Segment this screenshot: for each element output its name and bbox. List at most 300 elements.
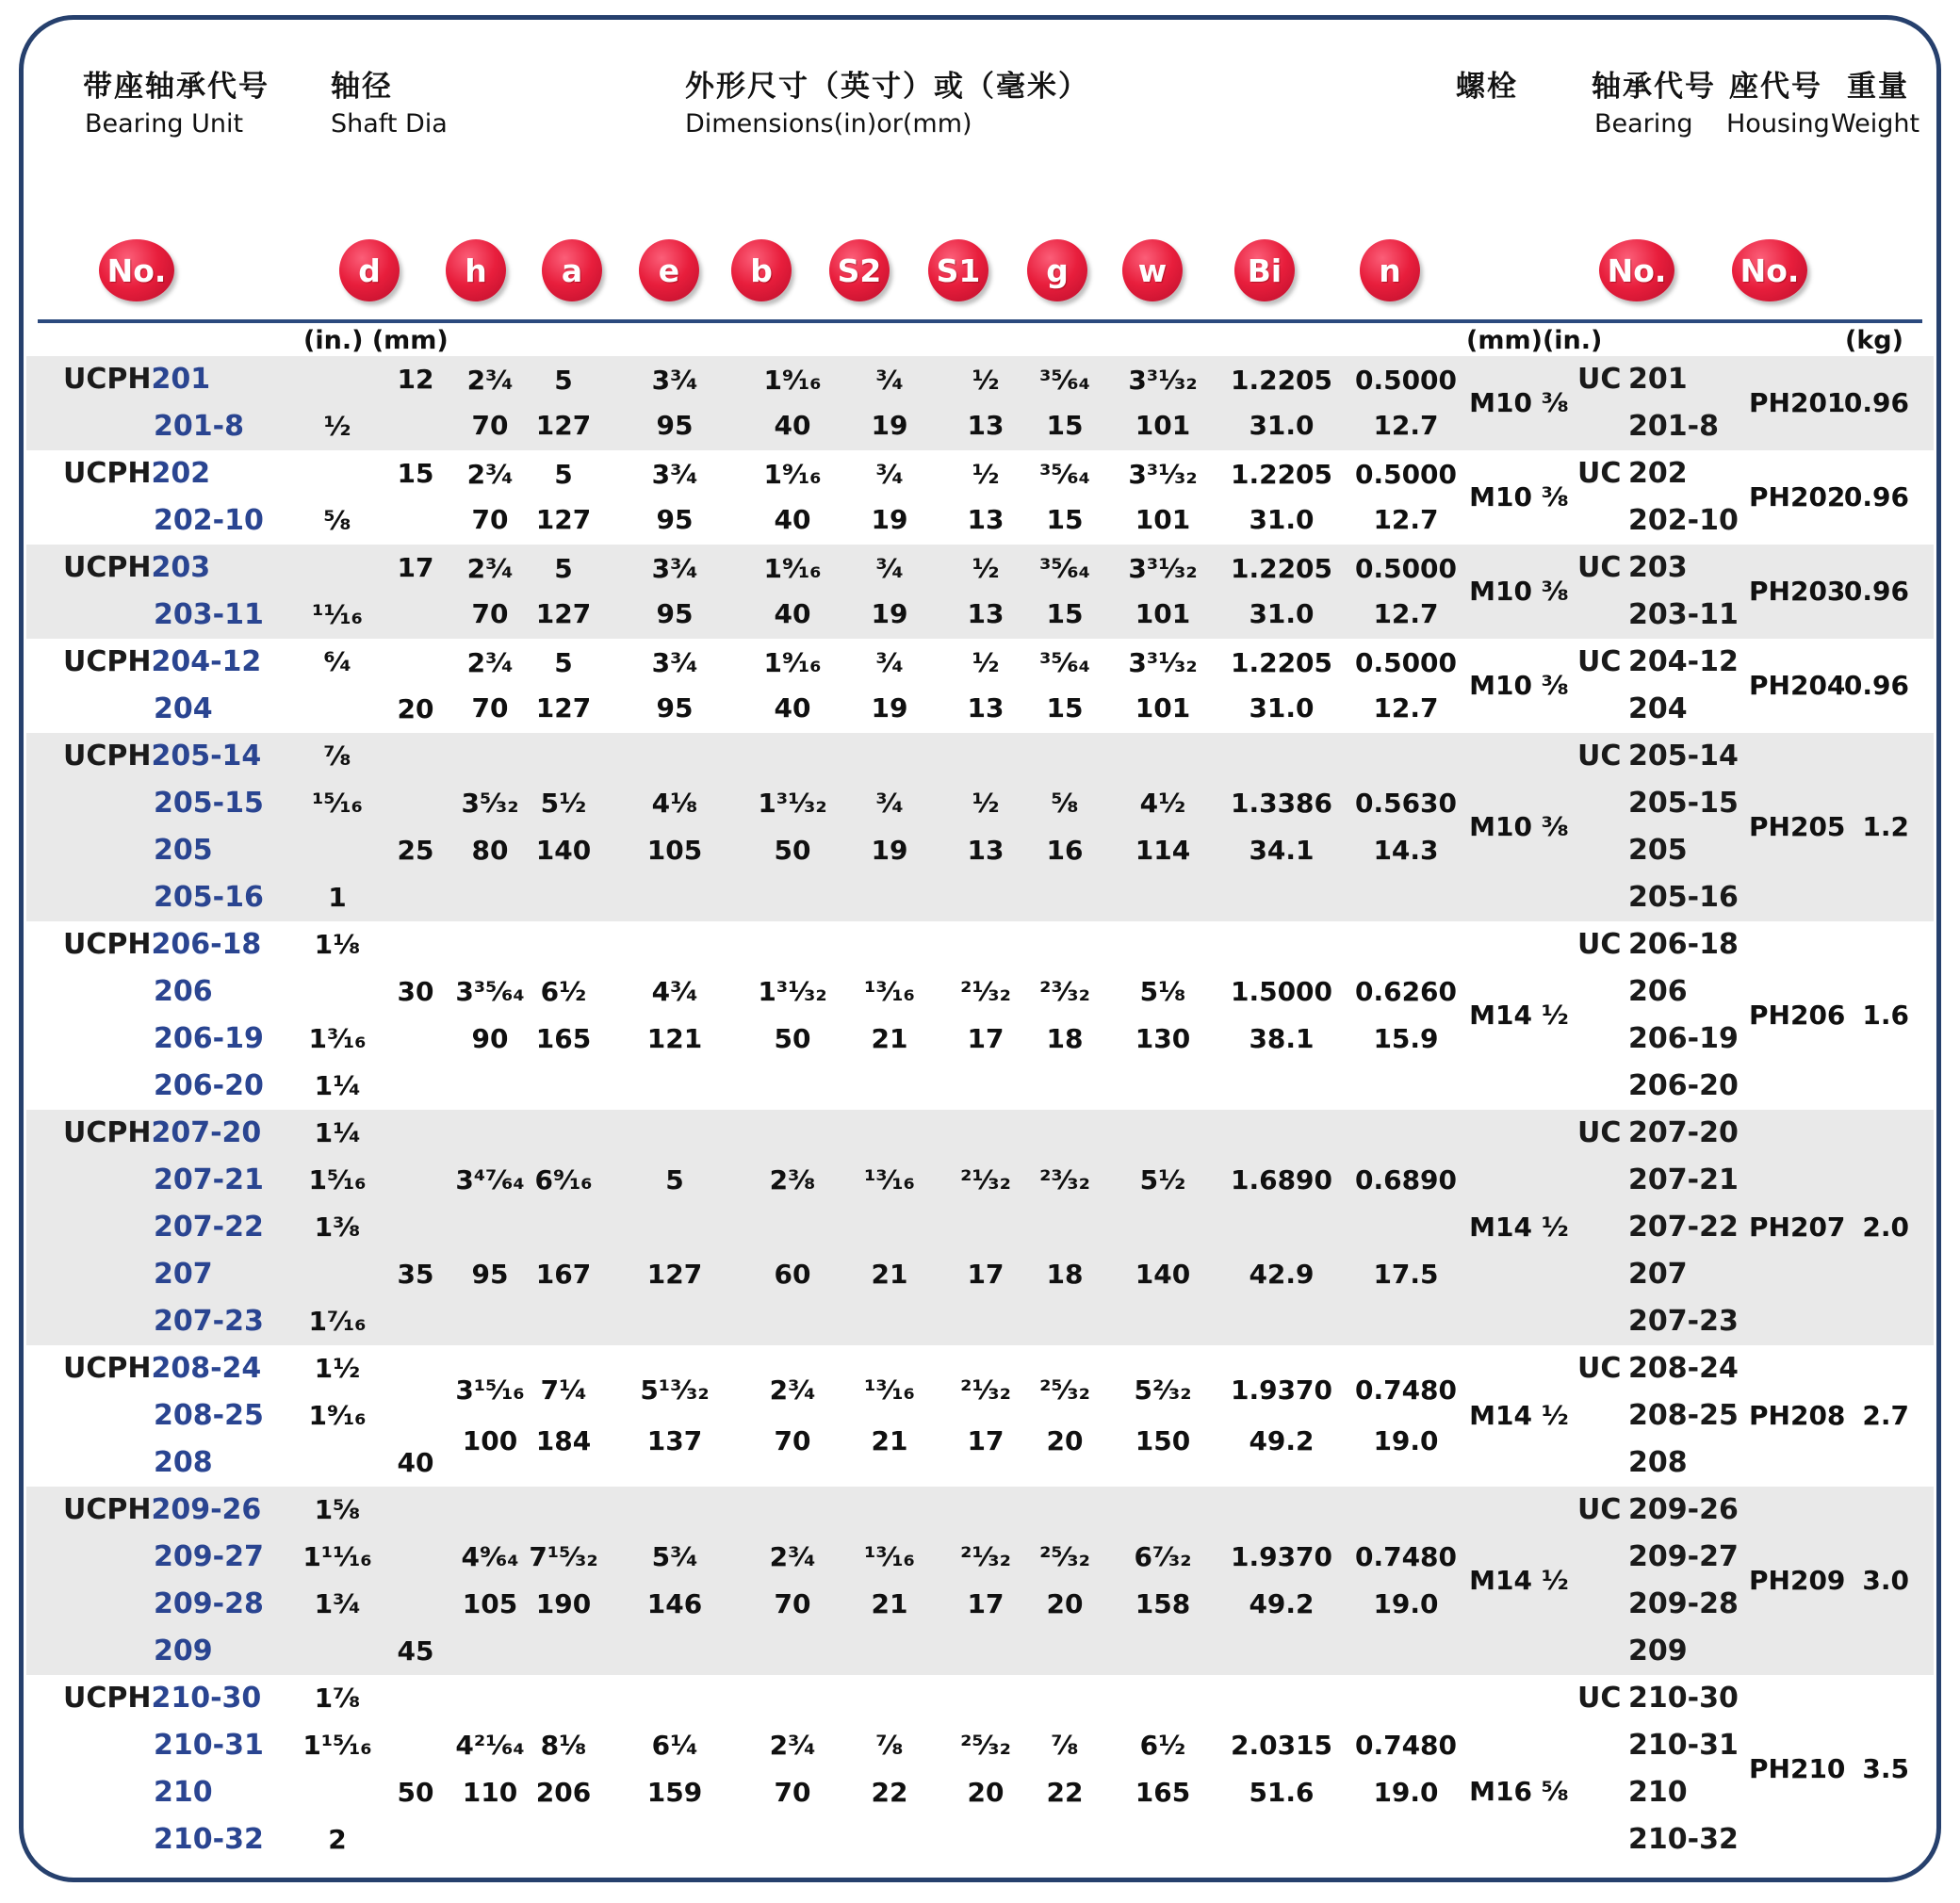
dim-g-mm: 22: [1046, 1777, 1084, 1808]
header-weight-en: Weight: [1831, 109, 1920, 138]
dim-s1-mm: 13: [967, 410, 1004, 441]
weight-value: 0.96: [1843, 576, 1909, 607]
bearing-unit-number: 203: [151, 551, 211, 584]
shaft-dia-mm: 20: [397, 693, 434, 724]
header-shaft-dia-zh: 轴径: [331, 70, 393, 104]
shaft-dia-in: 1⁵⁄₈: [314, 1494, 361, 1525]
shaft-dia-mm: 50: [397, 1777, 434, 1808]
bearing-unit-number: 205-15: [154, 787, 264, 820]
dim-a-mm: 190: [535, 1588, 592, 1619]
weight-value: 2.0: [1862, 1212, 1909, 1243]
shaft-dia-mm: 30: [397, 976, 434, 1007]
bearing-unit-number: 206-18: [151, 928, 262, 961]
dim-n-in: 0.7480: [1354, 1730, 1458, 1761]
column-bubble-b-5: b: [731, 239, 792, 301]
housing-no: PH203: [1749, 576, 1846, 607]
shaft-dia-in: 1⁷⁄₁₆: [308, 1306, 367, 1337]
dim-n-in: 0.5000: [1354, 553, 1458, 584]
weight-value: 0.96: [1843, 670, 1909, 701]
dim-g-mm: 15: [1046, 410, 1084, 441]
dim-w-in: 6⁷⁄₃₂: [1134, 1541, 1192, 1572]
weight-value: 2.7: [1862, 1400, 1909, 1431]
dim-b-in: 1⁹⁄₁₆: [763, 459, 822, 490]
bolt-size: M14 ¹⁄₂: [1469, 1565, 1569, 1596]
bearing-no: 207-23: [1628, 1305, 1739, 1338]
bearing-no: 201: [1628, 363, 1688, 396]
column-bubble-g-8: g: [1027, 239, 1087, 301]
dim-s1-in: ¹⁄₂: [972, 788, 1000, 819]
bearing-no: 207-21: [1628, 1163, 1739, 1196]
dim-b-in: 2³⁄₄: [769, 1374, 816, 1406]
bolt-size: M10 ³⁄₈: [1469, 576, 1569, 607]
bearing-no: 205-16: [1628, 881, 1739, 914]
dim-s2-mm: 19: [871, 504, 908, 535]
dim-n-in: 0.5000: [1354, 647, 1458, 678]
bearing-no: 210-31: [1628, 1729, 1739, 1762]
bolt-size: M10 ³⁄₈: [1469, 670, 1569, 701]
dim-s1-mm: 17: [967, 1259, 1004, 1290]
dim-e-mm: 146: [646, 1588, 703, 1619]
spec-block-UCPH209-26: [0, 1487, 1960, 1675]
dim-n-mm: 12.7: [1373, 410, 1439, 441]
dim-bi-in: 1.9370: [1230, 1541, 1333, 1572]
bearing-unit-number: 201-8: [154, 410, 244, 443]
bearing-no: 210: [1628, 1776, 1688, 1809]
dim-h-in: 3⁴⁷⁄₆₄: [455, 1164, 525, 1195]
header-bolt-zh: 螺栓: [1456, 70, 1518, 104]
dim-n-in: 0.6260: [1354, 976, 1458, 1007]
dim-e-mm: 159: [646, 1777, 703, 1808]
shaft-dia-in: ¹¹⁄₁₆: [312, 599, 363, 630]
dim-a-mm: 127: [535, 410, 592, 441]
bearing-no: 204-12: [1628, 645, 1739, 678]
dim-w-in: 3³¹⁄₃₂: [1128, 459, 1198, 490]
dim-s1-mm: 20: [967, 1777, 1004, 1808]
bearing-no: 208: [1628, 1446, 1688, 1479]
header-rule: [38, 319, 1922, 323]
housing-no: PH208: [1749, 1400, 1846, 1431]
dim-b-in: 1³¹⁄₃₂: [758, 976, 827, 1007]
dim-a-mm: 184: [535, 1425, 592, 1456]
shaft-dia-mm: 40: [397, 1447, 434, 1478]
shaft-dia-mm: 15: [397, 458, 434, 489]
bearing-unit-prefix: UCPH: [63, 645, 152, 678]
dim-n-in: 0.6890: [1354, 1164, 1458, 1195]
housing-no: PH207: [1749, 1212, 1846, 1243]
dim-s2-in: ³⁄₄: [875, 459, 904, 490]
dim-w-in: 5²⁄₃₂: [1134, 1374, 1192, 1406]
header-dimensions-zh: 外形尺寸（英寸）或（毫米）: [685, 70, 1089, 104]
shaft-dia-in: 1⁹⁄₁₆: [308, 1400, 367, 1431]
dim-h-mm: 70: [471, 692, 509, 724]
bearing-no: 201-8: [1628, 410, 1719, 443]
header-housing-en: Housing: [1726, 109, 1830, 138]
dim-g-in: ³⁵⁄₆₄: [1039, 553, 1090, 584]
dim-g-mm: 15: [1046, 504, 1084, 535]
bearing-no: 205: [1628, 834, 1688, 867]
column-bubble-s2-6: S2: [829, 239, 890, 301]
dim-bi-in: 1.6890: [1230, 1164, 1333, 1195]
dim-b-mm: 40: [774, 410, 811, 441]
bearing-no: 202: [1628, 457, 1688, 490]
bearing-unit-number: 208-24: [151, 1352, 262, 1385]
dim-g-in: ²³⁄₃₂: [1039, 976, 1090, 1007]
dim-bi-in: 2.0315: [1230, 1730, 1333, 1761]
weight-value: 0.96: [1843, 387, 1909, 418]
header-dimensions-en: Dimensions(in)or(mm): [685, 109, 972, 138]
dim-n-mm: 19.0: [1373, 1777, 1439, 1808]
bearing-unit-number: 205-16: [154, 881, 264, 914]
bearing-unit-prefix: UCPH: [63, 1116, 152, 1149]
dim-e-in: 4³⁄₄: [651, 976, 698, 1007]
dim-s1-in: ²¹⁄₃₂: [960, 1541, 1011, 1572]
dim-h-mm: 100: [462, 1425, 518, 1456]
dim-h-mm: 110: [462, 1777, 518, 1808]
bearing-unit-number: 205: [154, 834, 213, 867]
bearing-unit-number: 207-21: [154, 1163, 264, 1196]
dim-w-mm: 130: [1135, 1023, 1191, 1054]
dim-h-in: 4⁹⁄₆₄: [461, 1541, 519, 1572]
bearing-unit-no: [63, 1675, 261, 1722]
bearing-unit-prefix: UCPH: [63, 457, 152, 490]
dim-g-mm: 15: [1046, 692, 1084, 724]
dim-g-mm: 15: [1046, 598, 1084, 629]
shaft-dia-in: ¹⁵⁄₁₆: [312, 788, 363, 819]
dim-bi-mm: 38.1: [1249, 1023, 1315, 1054]
dim-s2-mm: 19: [871, 410, 908, 441]
dim-b-mm: 40: [774, 598, 811, 629]
housing-no: PH205: [1749, 811, 1846, 842]
shaft-dia-mm: 12: [397, 364, 434, 395]
dim-e-mm: 137: [646, 1425, 703, 1456]
bearing-unit-number: 206-19: [154, 1022, 264, 1055]
dim-a-mm: 165: [535, 1023, 592, 1054]
shaft-dia-in: 1¹⁄₈: [314, 929, 361, 960]
bolt-size: M16 ⁵⁄₈: [1469, 1776, 1569, 1807]
bearing-unit-number: 210-32: [154, 1823, 264, 1856]
dim-b-mm: 70: [774, 1588, 811, 1619]
shaft-dia-in: ⁶⁄₄: [323, 646, 351, 677]
dim-b-in: 1⁹⁄₁₆: [763, 365, 822, 396]
bearing-no: 208-24: [1628, 1352, 1739, 1385]
dim-s2-mm: 19: [871, 692, 908, 724]
dim-g-mm: 18: [1046, 1023, 1084, 1054]
weight-value: 0.96: [1843, 481, 1909, 512]
dim-w-in: 4¹⁄₂: [1139, 788, 1186, 819]
dim-w-in: 3³¹⁄₃₂: [1128, 553, 1198, 584]
dim-h-mm: 105: [462, 1588, 518, 1619]
column-bubble-no-13: No.: [1732, 239, 1807, 301]
column-bubble-a-3: a: [542, 239, 602, 301]
bolt-size: M14 ¹⁄₂: [1469, 1212, 1569, 1243]
dim-b-in: 2³⁄₈: [769, 1164, 816, 1195]
bearing-no: 203-11: [1628, 598, 1739, 631]
bearing-unit-number: 206-20: [154, 1069, 264, 1102]
dim-h-in: 2³⁄₄: [466, 647, 514, 678]
dim-s2-in: ³⁄₄: [875, 553, 904, 584]
bearing-unit-number: 209-27: [154, 1540, 264, 1573]
dim-w-in: 5¹⁄₂: [1139, 1164, 1186, 1195]
bearing-no: 208-25: [1628, 1399, 1739, 1432]
dim-b-mm: 40: [774, 504, 811, 535]
dim-s2-in: ³⁄₄: [875, 365, 904, 396]
bearing-no-prefix: UC: [1577, 645, 1622, 678]
housing-no: PH209: [1749, 1565, 1846, 1596]
bearing-unit-prefix: UCPH: [63, 1352, 152, 1385]
column-bubble-s1-7: S1: [928, 239, 988, 301]
shaft-dia-in: 1¹¹⁄₁₆: [302, 1541, 372, 1572]
dim-n-mm: 12.7: [1373, 692, 1439, 724]
weight-units-label: (kg): [1845, 326, 1903, 355]
dim-a-in: 5: [554, 459, 573, 490]
dim-n-mm: 12.7: [1373, 598, 1439, 629]
header-bearing-unit-en: Bearing Unit: [85, 109, 244, 138]
shaft-dia-in: 1³⁄₁₆: [308, 1023, 367, 1054]
weight-value: 3.5: [1862, 1753, 1909, 1784]
bearing-unit-number: 206: [154, 975, 213, 1008]
bearing-no: 209-28: [1628, 1587, 1739, 1620]
shaft-dia-in: 2: [328, 1824, 347, 1855]
dim-w-mm: 150: [1135, 1425, 1191, 1456]
dim-b-in: 1⁹⁄₁₆: [763, 647, 822, 678]
bolt-size: M14 ¹⁄₂: [1469, 1400, 1569, 1431]
bearing-no: 209-27: [1628, 1540, 1739, 1573]
dim-w-in: 3³¹⁄₃₂: [1128, 647, 1198, 678]
dim-e-in: 5: [665, 1164, 684, 1195]
dim-a-in: 6¹⁄₂: [540, 976, 587, 1007]
dim-g-in: ²⁵⁄₃₂: [1039, 1374, 1090, 1406]
bearing-unit-number: 202-10: [154, 504, 264, 537]
dim-h-in: 3⁵⁄₃₂: [461, 788, 519, 819]
dim-bi-in: 1.2205: [1230, 459, 1333, 490]
header-shaft-dia-en: Shaft Dia: [331, 109, 448, 138]
bearing-unit-no: [63, 1110, 261, 1157]
shaft-dia-in: 1³⁄₄: [314, 1588, 361, 1619]
dim-e-in: 3³⁄₄: [651, 459, 698, 490]
shaft-dia-in: 1¹⁄₄: [314, 1117, 361, 1148]
shaft-dia-mm: 45: [397, 1635, 434, 1667]
dim-e-in: 3³⁄₄: [651, 553, 698, 584]
bearing-unit-no: [63, 545, 210, 592]
shaft-dia-in: ⁵⁄₈: [323, 505, 351, 536]
housing-no: PH202: [1749, 481, 1846, 512]
bearing-no: 206-19: [1628, 1022, 1739, 1055]
shaft-dia-in: 1⁷⁄₈: [314, 1683, 361, 1714]
bearing-unit-no: [63, 639, 261, 686]
bearing-no-prefix: UC: [1577, 1352, 1622, 1385]
dim-n-in: 0.7480: [1354, 1541, 1458, 1572]
bearing-no: 205-15: [1628, 787, 1739, 820]
dim-s1-in: ¹⁄₂: [972, 365, 1000, 396]
bearing-no-prefix: UC: [1577, 740, 1622, 773]
dim-h-in: 2³⁄₄: [466, 553, 514, 584]
dim-s1-in: ¹⁄₂: [972, 553, 1000, 584]
dim-h-mm: 70: [471, 504, 509, 535]
dim-n-mm: 15.9: [1373, 1023, 1439, 1054]
dim-w-mm: 140: [1135, 1259, 1191, 1290]
dim-b-in: 2³⁄₄: [769, 1730, 816, 1761]
bearing-no: 207-20: [1628, 1116, 1739, 1149]
dim-w-in: 6¹⁄₂: [1139, 1730, 1186, 1761]
dim-g-in: ³⁵⁄₆₄: [1039, 647, 1090, 678]
dim-h-in: 3³⁵⁄₆₄: [455, 976, 525, 1007]
bearing-no: 206: [1628, 975, 1688, 1008]
dim-bi-mm: 51.6: [1249, 1777, 1315, 1808]
bearing-unit-number: 205-14: [151, 740, 262, 773]
dim-bi-in: 1.9370: [1230, 1374, 1333, 1406]
dim-w-mm: 101: [1135, 692, 1191, 724]
dim-a-mm: 206: [535, 1777, 592, 1808]
dim-s1-in: ¹⁄₂: [972, 647, 1000, 678]
dim-s2-mm: 21: [871, 1588, 908, 1619]
weight-value: 3.0: [1862, 1565, 1909, 1596]
bearing-no: 207: [1628, 1258, 1688, 1291]
dim-b-mm: 50: [774, 1023, 811, 1054]
dim-e-in: 5³⁄₄: [651, 1541, 698, 1572]
dim-bi-mm: 31.0: [1249, 598, 1315, 629]
dim-s2-mm: 19: [871, 835, 908, 866]
bearing-unit-prefix: UCPH: [63, 740, 152, 773]
dim-g-mm: 20: [1046, 1425, 1084, 1456]
dim-n-in: 0.5630: [1354, 788, 1458, 819]
bearing-no-prefix: UC: [1577, 1682, 1622, 1715]
bearing-no: 203: [1628, 551, 1688, 584]
bearing-no: 205-14: [1628, 740, 1739, 773]
bolt-size: M10 ³⁄₈: [1469, 811, 1569, 842]
shaft-dia-in: 1¹⁵⁄₁₆: [302, 1730, 372, 1761]
dim-h-mm: 80: [471, 835, 509, 866]
spec-block-UCPH202: [0, 450, 1960, 545]
bearing-unit-number: 202: [151, 457, 211, 490]
dim-h-in: 2³⁄₄: [466, 459, 514, 490]
bearing-unit-number: 208-25: [154, 1399, 264, 1432]
dim-s1-mm: 13: [967, 504, 1004, 535]
dim-a-mm: 127: [535, 692, 592, 724]
dim-a-mm: 127: [535, 504, 592, 535]
dim-b-mm: 70: [774, 1777, 811, 1808]
spec-block-UCPH207-20: [0, 1110, 1960, 1345]
dim-s1-in: ²⁵⁄₃₂: [960, 1730, 1011, 1761]
dim-w-mm: 101: [1135, 598, 1191, 629]
column-bubble-n-11: n: [1360, 239, 1420, 301]
shaft-dia-in: ¹⁄₂: [323, 411, 351, 442]
dim-g-in: ²³⁄₃₂: [1039, 1164, 1090, 1195]
dim-bi-mm: 49.2: [1249, 1425, 1315, 1456]
bearing-no: 210-30: [1628, 1682, 1739, 1715]
bearing-unit-number: 210-31: [154, 1729, 264, 1762]
dim-g-in: ⁵⁄₈: [1051, 788, 1079, 819]
dim-g-mm: 16: [1046, 835, 1084, 866]
housing-no: PH204: [1749, 670, 1846, 701]
dim-h-mm: 70: [471, 410, 509, 441]
bearing-unit-no: [63, 1487, 261, 1534]
dim-s2-in: ³⁄₄: [875, 647, 904, 678]
bolt-size: M14 ¹⁄₂: [1469, 1000, 1569, 1031]
dim-h-in: 4²¹⁄₆₄: [455, 1730, 525, 1761]
bearing-no: 206-18: [1628, 928, 1739, 961]
bearing-unit-no: [63, 921, 261, 968]
dim-s1-in: ²¹⁄₃₂: [960, 1164, 1011, 1195]
shaft-dia-in: 1¹⁄₂: [314, 1353, 361, 1384]
dim-w-in: 5¹⁄₈: [1139, 976, 1186, 1007]
dim-e-in: 5¹³⁄₃₂: [640, 1374, 710, 1406]
shaft-dia-in: 1: [328, 882, 347, 913]
weight-value: 1.6: [1862, 1000, 1909, 1031]
dim-bi-mm: 31.0: [1249, 504, 1315, 535]
bearing-unit-no: [63, 1345, 261, 1392]
dim-bi-in: 1.2205: [1230, 553, 1333, 584]
dim-s2-in: ³⁄₄: [875, 788, 904, 819]
dim-s1-mm: 17: [967, 1023, 1004, 1054]
housing-no: PH201: [1749, 387, 1846, 418]
shaft-dia-in: 1³⁄₈: [314, 1212, 361, 1243]
column-bubble-e-4: e: [639, 239, 699, 301]
spec-block-UCPH203: [0, 545, 1960, 639]
bearing-unit-number: 207: [154, 1258, 213, 1291]
bearing-unit-number: 203-11: [154, 598, 264, 631]
spec-block-UCPH205-14: [0, 733, 1960, 921]
bearing-unit-number: 207-23: [154, 1305, 264, 1338]
shaft-dia-mm: 25: [397, 835, 434, 866]
dim-a-in: 7¹⁄₄: [540, 1374, 587, 1406]
bolt-size: M10 ³⁄₈: [1469, 387, 1569, 418]
bearing-unit-prefix: UCPH: [63, 1493, 152, 1526]
dim-a-in: 7¹⁵⁄₃₂: [529, 1541, 598, 1572]
dim-s1-mm: 17: [967, 1425, 1004, 1456]
bearing-no: 209-26: [1628, 1493, 1739, 1526]
dim-n-mm: 14.3: [1373, 835, 1439, 866]
bearing-unit-number: 207-20: [151, 1116, 262, 1149]
bearing-unit-no: [63, 356, 210, 403]
column-bubble-no-12: No.: [1599, 239, 1674, 301]
dim-bi-in: 1.2205: [1230, 365, 1333, 396]
dim-a-in: 8¹⁄₈: [540, 1730, 587, 1761]
spec-block-UCPH201: [0, 356, 1960, 450]
dim-a-in: 6⁹⁄₁₆: [534, 1164, 593, 1195]
bearing-no: 209: [1628, 1635, 1688, 1667]
dim-bi-mm: 42.9: [1249, 1259, 1315, 1290]
bearing-no: 202-10: [1628, 504, 1739, 537]
dim-w-mm: 114: [1135, 835, 1191, 866]
weight-value: 1.2: [1862, 811, 1909, 842]
dim-n-mm: 19.0: [1373, 1588, 1439, 1619]
dim-bi-mm: 31.0: [1249, 410, 1315, 441]
dim-b-mm: 40: [774, 692, 811, 724]
bearing-unit-number: 210: [154, 1776, 213, 1809]
dim-b-in: 1³¹⁄₃₂: [758, 788, 827, 819]
column-bubble-h-2: h: [446, 239, 506, 301]
dim-s1-in: ¹⁄₂: [972, 459, 1000, 490]
dim-w-mm: 101: [1135, 410, 1191, 441]
bearing-no: 207-22: [1628, 1211, 1739, 1244]
dim-e-in: 3³⁄₄: [651, 365, 698, 396]
dim-w-in: 3³¹⁄₃₂: [1128, 365, 1198, 396]
shaft-dia-in: ⁷⁄₈: [323, 740, 351, 772]
bearing-no-prefix: UC: [1577, 551, 1622, 584]
spec-block-UCPH204-12: [0, 639, 1960, 733]
bolt-units-label: (mm)(in.): [1466, 326, 1603, 355]
bearing-no-prefix: UC: [1577, 928, 1622, 961]
shaft-units-label: (in.) (mm): [303, 326, 449, 355]
dim-b-mm: 70: [774, 1425, 811, 1456]
dim-g-in: ³⁵⁄₆₄: [1039, 459, 1090, 490]
shaft-dia-mm: 35: [397, 1259, 434, 1290]
dim-s2-in: ¹³⁄₁₆: [864, 1374, 915, 1406]
dim-s2-mm: 22: [871, 1777, 908, 1808]
dim-g-mm: 20: [1046, 1588, 1084, 1619]
dim-n-mm: 12.7: [1373, 504, 1439, 535]
shaft-dia-in: 1⁵⁄₁₆: [308, 1164, 367, 1195]
